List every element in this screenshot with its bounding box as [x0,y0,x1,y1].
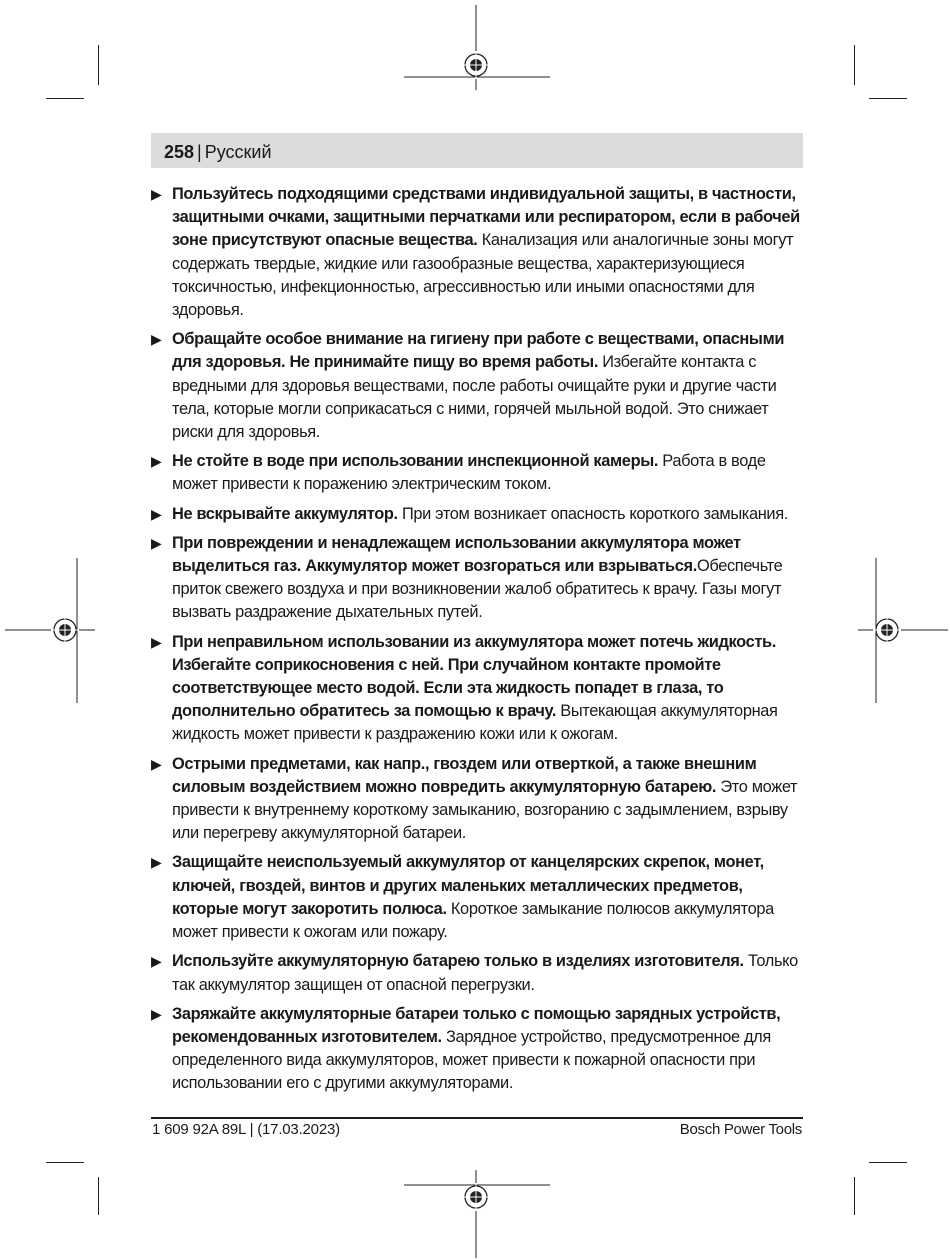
item-bold-text: Заряжайте аккумуляторные батареи только с помощью зарядных устройств, рекомендованных изготовителем. [172,1004,781,1046]
list-item [151,328,803,444]
page-header [164,141,272,163]
list-item [151,1003,803,1096]
item-text: Это может привести к внутреннему короткому замыканию, возгоранию с задымлением, взрыву или перегреву аккумуляторной батареи. [172,777,798,843]
item-text: Только так аккумулятор защищен от опасной перегрузки. [172,952,798,994]
item-text: Избегайте контакта с вредными для здоровья веществами, после работы очищайте руки и другие части тела, которые могли соприкасаться с ними, горячей мыльной водой. Это снижает риски для здоровья. [172,353,777,442]
list-item [151,631,803,747]
bullet-arrow-icon: ▶ [151,331,162,348]
bullet-arrow-icon: ▶ [151,633,162,650]
registration-mark-bottom-icon [404,1170,550,1258]
list-item [151,450,803,496]
item-text: Вытекающая аккумуляторная жидкость может привести к раздражению кожи или к ожогам. [172,702,778,744]
bullet-arrow-icon: ▶ [151,534,162,551]
item-text: При этом возникает опасность короткого замыкания. [397,504,788,523]
item-bold-text: Защищайте неиспользуемый аккумулятор от канцелярских скрепок, монет, ключей, гвоздей, винтов и других маленьких металлических предметов, которые могут закоротить полюса. [172,853,764,918]
item-text: Работа в воде может привести к поражению электрическим током. [172,452,766,494]
item-text: Обеспечьте приток свежего воздуха и при возникновении жалоб обратитесь к врачу. Газы могут вызвать раздражение дыхательных путей. [172,557,783,622]
item-bold-text: Используйте аккумуляторную батарею только в изделиях изготовителя. [172,952,744,971]
bullet-arrow-icon: ▶ [151,953,162,970]
bullet-arrow-icon: ▶ [151,453,162,470]
item-bold-text: При повреждении и ненадлежащем использовании аккумулятора может выделиться газ. Аккумулятор может возгораться или взрываться. [172,533,741,576]
page-number: 258 [164,142,195,162]
item-bold-text: Пользуйтесь подходящими средствами индивидуальной защиты, в частности, защитными очками, защитными перчатками или респиратором, если в рабочей зоне присутствуют опасные вещества. [172,185,800,250]
item-bold-text: Острыми предметами, как напр., гвоздем или отверткой, а также внешним силовым воздействием можно повредить аккумуляторную батарею. [172,754,757,796]
item-text: Зарядное устройство, предусмотренное для определенного вида аккумуляторов, может привести к пожарной опасности при использовании его с другими аккумуляторами. [172,1027,771,1093]
item-text: Канализация или аналогичные зоны могут содержать твердые, жидкие или газообразные вещества, характеризующиеся токсичностью, инфекционностью, агрессивностью или иными опасностями для здоровья. [172,231,794,320]
registration-mark-left-icon [5,558,95,703]
list-item [151,851,803,944]
footer-rule [151,1117,803,1119]
item-bold-text: Не стойте в воде при использовании инспекционной камеры. [172,452,659,471]
bullet-arrow-icon: ▶ [151,755,162,772]
bullet-arrow-icon: ▶ [151,186,162,202]
bullet-arrow-icon: ▶ [151,854,162,871]
item-text: Короткое замыкание полюсов аккумулятора может привести к ожогам или пожару. [172,899,774,942]
item-bold-text: Не вскрывайте аккумулятор. [172,504,398,523]
footer-doc-info: 1 609 92A 89L | (17.03.2023) [152,1121,340,1138]
safety-list [151,183,803,1102]
list-item [151,183,803,322]
item-bold-text: При неправильном использовании из аккумулятора может потечь жидкость. Избегайте соприкосновения с ней. При случайном контакте промойте соответствующее место водой. Если эта жидкость попадет в глаза, то дополнительно обратитесь за помощью к врачу. [172,632,776,721]
list-item [151,950,803,996]
list-item [151,532,803,625]
footer-brand: Bosch Power Tools [679,1121,802,1138]
item-bold-text: Обращайте особое внимание на гигиену при работе с веществами, опасными для здоровья. Не принимайте пищу во время работы. [172,330,785,372]
list-item [151,753,803,846]
bullet-arrow-icon: ▶ [151,505,162,522]
header-separator: | [197,142,202,162]
registration-mark-right-icon [858,558,948,703]
bullet-arrow-icon: ▶ [151,1005,162,1022]
registration-mark-top-icon [404,5,550,90]
language-label: Русский [204,142,272,162]
list-item [151,503,803,526]
